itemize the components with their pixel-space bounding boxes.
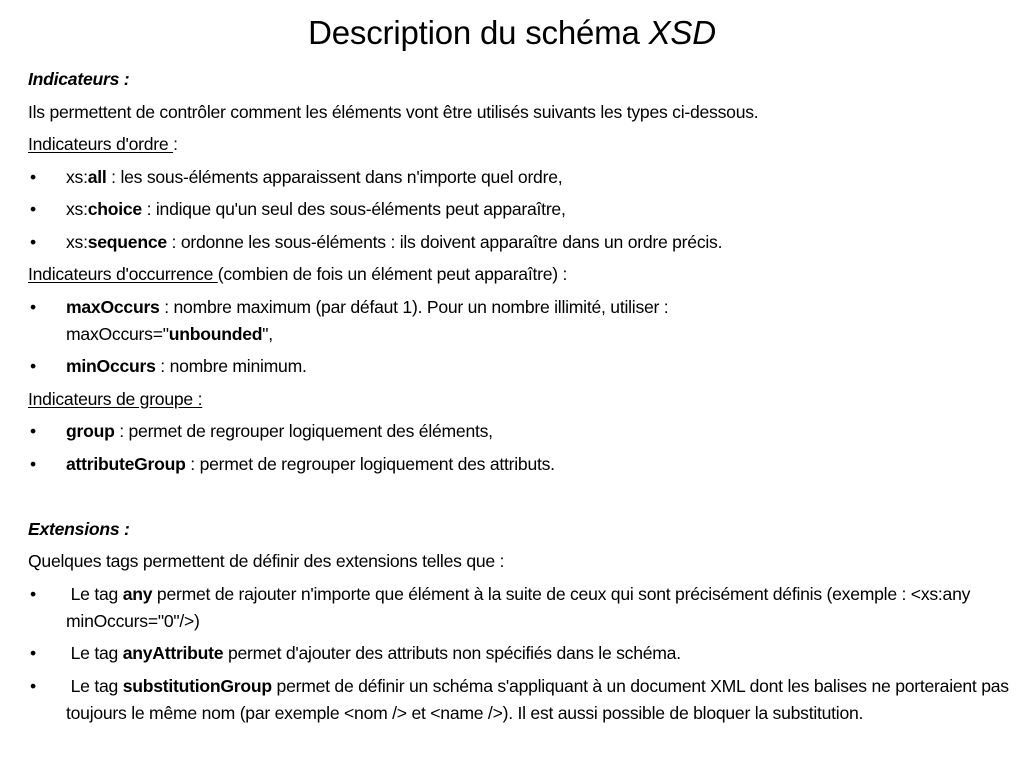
list-item xyxy=(28,294,826,348)
list-item xyxy=(28,353,1008,380)
item-text: : nombre minimum. xyxy=(155,356,307,376)
item-prefix: xs: xyxy=(66,166,88,187)
indicateurs-heading: Indicateurs : xyxy=(28,69,130,89)
bullet-glyph: • xyxy=(30,583,36,604)
extensions-intro: Quelques tags permettent de définir des extensions telles que : xyxy=(28,551,505,571)
page-title xyxy=(0,10,1024,56)
bullet-glyph: • xyxy=(30,296,36,317)
bullet-glyph: • xyxy=(30,231,36,252)
item-text: permet de définir un schéma s'appliquant à un document XML dont les balises ne porteraient pas toujours le même nom (par exemple <nom /> et <name />). Il est aussi possible de bloquer la substitution. xyxy=(66,675,1009,723)
item-prefix: xs: xyxy=(66,231,88,252)
occurrence-heading xyxy=(28,261,1008,288)
item-keyword: substitutionGroup xyxy=(122,675,272,696)
list-item xyxy=(28,581,1018,635)
item-keyword: choice xyxy=(87,199,142,219)
item-text-2: ", xyxy=(262,323,273,344)
bullet-glyph: • xyxy=(30,166,36,187)
list-item xyxy=(28,196,1008,223)
list-item xyxy=(28,640,1008,667)
item-keyword: group xyxy=(66,421,115,441)
item-text: permet de rajouter n'importe que élément à la suite de ceux qui sont précisément définis (exemple : <xs:any minOccurs="0"/>) xyxy=(66,583,971,631)
item-prefix: Le tag xyxy=(66,675,123,696)
ordre-heading-suffix: : xyxy=(173,134,178,154)
title-italic: XSD xyxy=(648,14,716,51)
list-item xyxy=(28,229,1008,256)
item-text: : les sous-éléments apparaissent dans n'importe quel ordre, xyxy=(106,166,563,187)
title-text: Description du schéma xyxy=(308,14,649,51)
groupe-heading-label: Indicateurs de groupe : xyxy=(28,388,203,409)
extensions-heading: Extensions : xyxy=(28,518,130,539)
groupe-heading xyxy=(28,386,1008,413)
ordre-heading-label: Indicateurs d'ordre xyxy=(28,134,174,154)
item-keyword: maxOccurs xyxy=(66,296,160,317)
list-item xyxy=(28,673,1018,727)
item-text: : permet de regrouper logiquement des attributs. xyxy=(185,453,555,474)
ordre-heading xyxy=(28,131,1008,158)
item-text: : nombre maximum (par défaut 1). Pour un nombre illimité, utiliser : maxOccurs=" xyxy=(66,296,669,344)
spacer xyxy=(28,483,1008,516)
slide-body xyxy=(28,66,1008,732)
item-keyword: sequence xyxy=(87,231,167,252)
bullet-glyph: • xyxy=(30,356,36,376)
item-prefix: xs: xyxy=(66,199,88,219)
item-keyword: attributeGroup xyxy=(66,453,186,474)
item-keyword: anyAttribute xyxy=(122,643,224,663)
item-keyword-2: unbounded xyxy=(168,323,263,344)
bullet-glyph: • xyxy=(30,643,36,663)
item-text: : permet de regrouper logiquement des éléments, xyxy=(114,421,493,441)
list-item xyxy=(28,451,1008,478)
occurrence-heading-label: Indicateurs d'occurrence xyxy=(28,264,218,284)
bullet-glyph: • xyxy=(30,675,36,696)
bullet-glyph: • xyxy=(30,421,36,441)
item-prefix: Le tag xyxy=(66,583,123,604)
item-text: permet d'ajouter des attributs non spécifiés dans le schéma. xyxy=(223,643,681,663)
item-keyword: all xyxy=(87,166,107,187)
indicateurs-intro: Ils permettent de contrôler comment les éléments vont être utilisés suivants les types ci-dessous. xyxy=(28,101,759,122)
occurrence-heading-suffix: (combien de fois un élément peut apparaître) : xyxy=(217,264,568,284)
list-item xyxy=(28,164,1008,191)
item-text: : indique qu'un seul des sous-éléments peut apparaître, xyxy=(141,199,566,219)
item-text: : ordonne les sous-éléments : ils doivent apparaître dans un ordre précis. xyxy=(166,231,723,252)
item-keyword: any xyxy=(122,583,153,604)
item-keyword: minOccurs xyxy=(66,356,156,376)
item-prefix: Le tag xyxy=(66,643,123,663)
bullet-glyph: • xyxy=(30,453,36,474)
list-item xyxy=(28,418,1008,445)
bullet-glyph: • xyxy=(30,199,36,219)
